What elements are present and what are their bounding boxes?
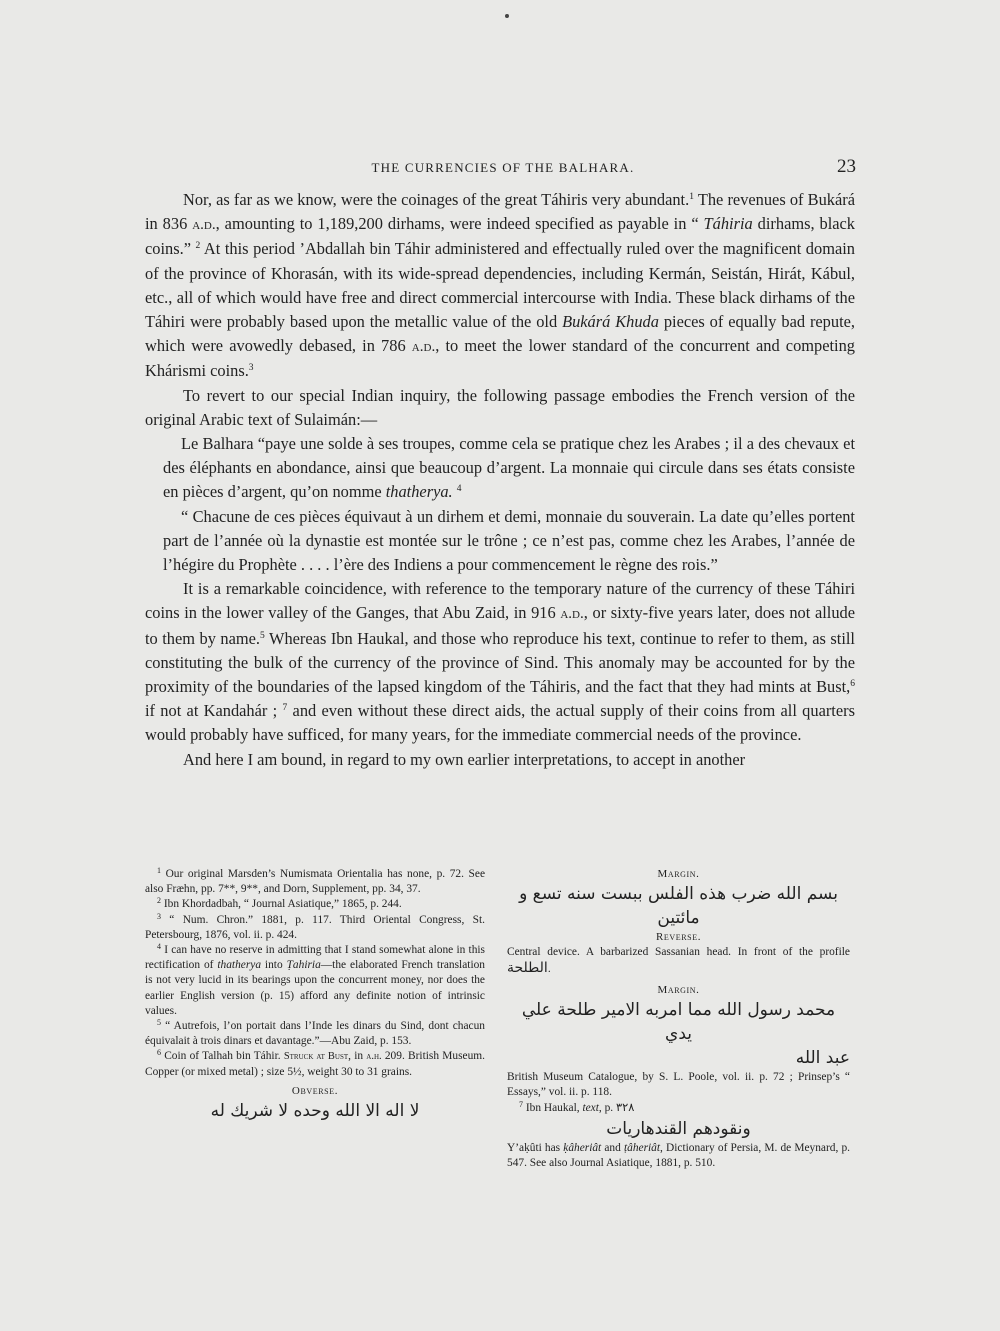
- footnote-text: “ Autrefois, l’on portait dans l’Inde les dinars du Sind, dont chacun équivalait à trois dinars et davantage.”—Abu Zaid, p. 153.: [145, 1020, 485, 1048]
- footnote-text: “ Num. Chron.” 1881, p. 117. Third Oriental Congress, St. Petersbourg, 1876, vol. ii. p. 424.: [145, 913, 485, 941]
- text-run: At this period ’Abdallah bin Táhir administered and effectually ruled over the magnificent domain of the province of Khorasán, with its wide-spread dependencies, including Kermán, Seistán, Hirát, Kábul, etc., all of which would have free and direct commercial intercourse with India. These black dirhams of the Táhiri were probably based upon the metallic value of the old: [145, 239, 855, 332]
- italic-term: thatherya: [217, 959, 262, 972]
- footnote-number: 6: [157, 1048, 161, 1058]
- text-run: , or sixty-five years later, does not allude to them by name.: [145, 603, 855, 648]
- page-number: 23: [837, 156, 856, 177]
- text-run: The revenues of Bukárá in 836: [145, 190, 855, 234]
- yakuti-note: [507, 1141, 850, 1171]
- footnote-number: 1: [157, 866, 161, 876]
- paragraph-1: [145, 188, 855, 384]
- footnote-ref: 7: [282, 703, 288, 714]
- body-text: [145, 188, 855, 772]
- footnote-2: [145, 897, 485, 912]
- footnote-text: Central device. A barbarized Sassanian head. In front of the profile: [507, 946, 850, 959]
- footnote-ref: 3: [248, 363, 254, 374]
- footnote-text: .: [547, 962, 551, 975]
- footnote-text: Ibn Haukal,: [522, 1102, 583, 1115]
- era-abbrev: a.d.: [560, 606, 584, 623]
- text-run: Le Balhara “paye une solde à ses troupes, comme cela se pratique chez les Arabes ; il a des chevaux et des éléphants en abondance, ainsi que beaucoup d’argent. La monnaie qui circule dans ses états consiste en pièces d’argent, qu’on nomme: [163, 434, 855, 502]
- ink-dot: [505, 14, 509, 18]
- italic-term: Bukárá Khuda: [562, 312, 659, 332]
- footnote-text: I can have no reserve in admitting that I stand somewhat alone in this rectification of: [145, 944, 485, 972]
- small-caps-text: Struck at Bust: [283, 1051, 349, 1063]
- margin-caption-1: Margin.: [657, 868, 700, 880]
- obverse-arabic-legend: لا اله الا الله وحده لا شريك له: [210, 1101, 420, 1122]
- footnote-text: , Dictionary of Persia, M. de Meynard, p. 547. See also Journal Asiatique, 1881, p. 510.: [507, 1141, 850, 1169]
- text-run: and even without these direct aids, the actual supply of their coins from all quarters would probably have sufficed, for many years, for the immediate commercial needs of the province.: [145, 701, 855, 745]
- era-abbrev: a.d.: [192, 217, 216, 234]
- margin-caption-2: Margin.: [657, 983, 700, 996]
- italic-term: ḳâheriât: [563, 1141, 602, 1154]
- footnote-3: [145, 913, 485, 943]
- running-head: [150, 156, 856, 180]
- text-run: dirhams, black coins.”: [145, 214, 856, 259]
- italic-term: Táhiria: [703, 214, 753, 234]
- footnote-text: Coin of Talhah bin Táhir.: [160, 1050, 284, 1063]
- paragraph-2: To revert to our special Indian inquiry, the following passage embodies the French version of the original Arabic text of Sulaimán:—: [145, 385, 855, 429]
- paragraph-5: [145, 577, 855, 747]
- footnote-ref: 5: [260, 630, 265, 641]
- reverse-description: [507, 945, 850, 976]
- italic-term: Ṭahiria: [286, 959, 321, 972]
- margin-arabic-legend-3: عبد الله: [795, 1048, 850, 1069]
- paragraph-3-french-quote: [145, 432, 855, 505]
- italic-term: ṭâheriât: [623, 1141, 661, 1154]
- footnotes-right-column: [507, 867, 850, 1171]
- footnote-ref: 4: [456, 484, 462, 495]
- text-run: , to meet the lower standard of the concurrent and competing Khárismi coins.: [145, 336, 855, 381]
- reverse-arabic-word: الطلحة: [507, 959, 548, 976]
- footnote-1: [145, 867, 485, 897]
- footnote-text: Our original Marsden’s Numismata Orientalia has none, p. 72. See also Fræhn, pp. 7**, 9**, and Dorn, Supplement, pp. 34, 37.: [145, 868, 485, 896]
- footnote-number: 3: [157, 911, 161, 921]
- text-run: , amounting to 1,189,200 dirhams, were indeed specified as payable in “: [215, 214, 704, 234]
- paragraph-6: And here I am bound, in regard to my own earlier interpretations, to accept in another: [183, 749, 746, 769]
- running-title: THE CURRENCIES OF THE BALHARA.: [371, 160, 635, 175]
- footnote-text: 209. British Museum. Copper (or mixed metal) ; size 5½, weight 30 to 31 grains.: [145, 1050, 485, 1078]
- footnote-text: and: [601, 1141, 624, 1154]
- reverse-caption: Reverse.: [655, 931, 702, 944]
- text-run: if not at Kandahár ;: [145, 701, 283, 721]
- era-abbrev: a.h.: [366, 1051, 382, 1063]
- footnote-text: , p.: [598, 1102, 616, 1115]
- footnote-number: 4: [157, 942, 161, 952]
- text-run: Whereas Ibn Haukal, and those who reproduce his text, continue to refer to them, as still constituting the bulk of the currency of the province of Sind. This anomaly may be accounted for by the proximity of the boundaries of the lapsed kingdom of the Táhiris, and the fact that they had mints at Bust,: [145, 628, 855, 697]
- era-abbrev: a.d.: [411, 339, 436, 356]
- footnote-7: [507, 1100, 850, 1116]
- paragraph-4-french-quote: “ Chacune de ces pièces équivaut à un dirhem et demi, monnaie du souverain. La date qu’elles portent part de l’année où la dynastie est montée sur le trône ; ce n’est pas, comme chez les Arabes, l’année de l’hégire du Prophète . . . . l’ère des Indiens a pour commencement le règne des rois.”: [163, 506, 855, 575]
- footnote-4: [145, 943, 485, 1019]
- obverse-caption: Obverse.: [291, 1084, 339, 1097]
- bm-catalogue-ref: British Museum Catalogue, by S. L. Poole, vol. ii. p. 72 ; Prinsep’s “ Essays,” vol. ii. p. 118.: [507, 1071, 850, 1099]
- footnote-6: [145, 1049, 485, 1079]
- footnote-7-arabic: ونقودهم القندهاريات: [606, 1118, 751, 1139]
- italic-term: text: [582, 1102, 599, 1115]
- footnote-text: , in: [348, 1050, 367, 1063]
- footnote-number: 2: [157, 896, 161, 906]
- footnote-text: into: [261, 959, 287, 972]
- margin-arabic-legend-2: محمد رسول الله مما امربه الامير طلحة علي يدي: [521, 1000, 836, 1045]
- footnote-text: —the elaborated French translation is not very lucid in its bearings upon the concurrent money, nor does the earlier English version (p. 15) afford any definite notion of intrinsic values.: [145, 959, 485, 1017]
- footnote-ref: 1: [689, 192, 694, 203]
- footnote-ref: 2: [195, 241, 201, 252]
- footnote-number: 5: [157, 1018, 161, 1028]
- footnotes-left-column: [145, 867, 485, 1123]
- footnote-text: Y’aḳûti has: [507, 1141, 564, 1154]
- italic-term: thatherya.: [385, 482, 453, 502]
- footnote-number: 7: [519, 1100, 523, 1110]
- text-run: Nor, as far as we know, were the coinages of the great Táhiris very abundant.: [183, 190, 690, 209]
- footnote-5: [145, 1019, 485, 1049]
- text-run: It is a remarkable coincidence, with reference to the temporary nature of the currency of these Táhiri coins in the lower valley of the Ganges, that Abu Zaid, in 916: [145, 579, 855, 623]
- arabic-page-number: ٣٢٨: [616, 1100, 635, 1115]
- text-run: pieces of equally bad repute, which were avowedly debased, in 786: [145, 312, 855, 356]
- footnote-ref: 6: [850, 679, 855, 690]
- margin-arabic-legend-1: بسم الله ضرب هذه الفلس ببست سنه تسع و مائتين: [519, 884, 838, 929]
- footnote-text: Ibn Khordadbah, “ Journal Asiatique,” 1865, p. 244.: [160, 898, 402, 911]
